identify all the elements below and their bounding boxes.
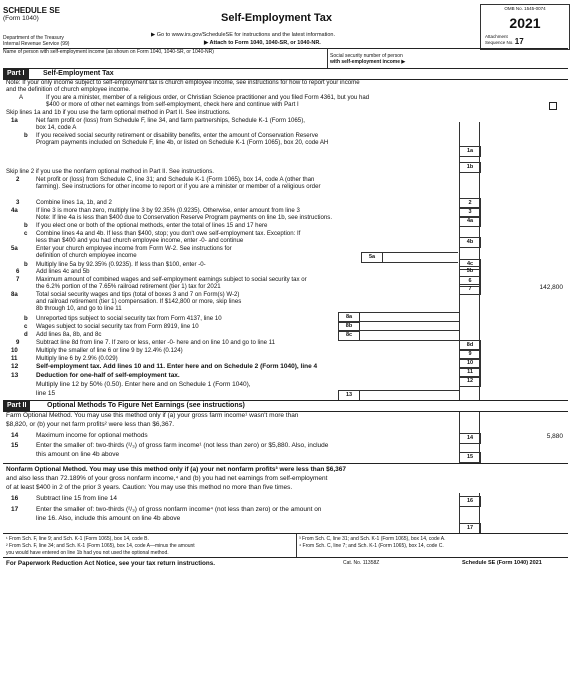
line-17: 17 (11, 506, 19, 513)
ssn-label-line1: Social security number of person (330, 53, 403, 59)
box-17: 17 (459, 523, 481, 534)
line-2: 2 (16, 176, 20, 183)
line-13-amount[interactable] (359, 390, 459, 400)
line-8d-text: Add lines 8a, 8b, and 8c (36, 331, 102, 338)
line-1a-text1: Net farm profit or (loss) from Schedule F, line 34, and farm partnerships, Schedule K-1 (Form 1065), (36, 117, 305, 124)
line-12: 12 (11, 363, 19, 370)
part2-header (3, 400, 568, 412)
box-1b: 1b (459, 162, 481, 173)
line-4c: c (24, 230, 28, 237)
box-15: 15 (459, 452, 481, 463)
box-4a: 4a (459, 216, 481, 227)
line-14-amount: 5,880 (546, 433, 563, 440)
box-5b: 5b (459, 266, 481, 277)
line-9: 9 (16, 339, 20, 346)
line-8c: c (24, 323, 28, 330)
part1-label: Part I (3, 69, 29, 79)
nonfarm-method-text1: Nonfarm Optional Method. You may use this method only if (a) your net nonfarm profits³ were less than $6,367 (6, 466, 346, 473)
line-2-text2: farming). See instructions for other income to report or if you are a minister or member of a religious order (36, 183, 321, 190)
farm-method-text2: $8,820, or (b) your net farm profits² were less than $6,367. (6, 421, 175, 428)
line-4b: b (24, 222, 28, 229)
skip-note1: Skip lines 1a and 1b if you use the farm optional method in Part II. See instructions. (6, 109, 231, 116)
divider (3, 533, 568, 534)
box-7: 7 (459, 284, 481, 295)
line-8a-text2: and railroad retirement (tier 1) compensation. If $142,800 or more, skip lines (36, 298, 242, 305)
divider (3, 463, 568, 464)
line-4a-text2: Note: If line 4a is less than $400 due to Conservation Reserve Program payments on line 1b, see instructions. (36, 214, 333, 221)
box-4b: 4b (459, 237, 481, 248)
cat-number: Cat. No. 11358Z (343, 560, 380, 566)
box-8c: 8c (338, 330, 360, 341)
line-15: 15 (11, 442, 19, 449)
line-6-text: Add lines 4c and 5b (36, 268, 90, 275)
ssn-label (330, 53, 405, 65)
line-8a: 8a (11, 291, 18, 298)
form-reference: Schedule SE (Form 1040) 2021 (462, 560, 542, 566)
box-8a: 8a (338, 312, 360, 323)
line-14-text: Maximum income for optional methods (36, 432, 148, 439)
line-15-text1: Enter the smaller of: two-thirds (²/₃) of gross farm income¹ (not less than zero) or $5,880. Also, include (36, 442, 329, 449)
name-input[interactable] (3, 55, 325, 67)
part2-label: Part II (3, 401, 30, 411)
box-12: 12 (459, 376, 481, 387)
line-17-text1: Enter the smaller of: two-thirds (²/₃) of gross nonfarm income⁴ (not less than zero) or the amount on (36, 506, 322, 513)
note-line1: Note: If your only income subject to self-employment tax is church employee income, see instructions for how to report your income (6, 79, 360, 86)
line-5a-text1: Enter your church employee income from Form W-2. See instructions for (36, 245, 232, 252)
divider (3, 557, 568, 558)
line-8c-amount[interactable] (359, 330, 459, 341)
line-16-text: Subtract line 15 from line 14 (36, 495, 117, 502)
line-8b: b (24, 315, 28, 322)
note-line2: and the definition of church employee income. (6, 86, 131, 93)
box-6: 6 (459, 276, 481, 287)
line-11-text: Multiply line 6 by 2.9% (0.029) (36, 355, 118, 362)
paperwork-notice: For Paperwork Reduction Act Notice, see your tax return instructions. (6, 560, 216, 567)
line-10-text: Multiply the smaller of line 6 or line 9 by 12.4% (0.124) (36, 347, 183, 354)
form-page (3, 0, 568, 698)
name-label: Name of person with self-employment income (as shown on Form 1040, 1040-SR, or 1040-NR) (3, 49, 214, 55)
box-1a: 1a (459, 146, 481, 157)
line-7: 7 (16, 276, 20, 283)
irs-label: Internal Revenue Service (99) (3, 41, 70, 48)
footnote-1: ¹ From Sch. F, line 9; and Sch. K-1 (Form 1065), box 14, code B. (6, 536, 149, 542)
footnote-2: ² From Sch. F, line 34; and Sch. K-1 (Form 1065), box 14, code A—minus the amount (6, 543, 195, 549)
box-9: 9 (459, 349, 481, 360)
box-14: 14 (459, 433, 481, 444)
line-9-text: Subtract line 8d from line 7. If zero or less, enter -0- here and on line 10 and go to line 11 (36, 339, 276, 346)
nonfarm-method-text3: of at least $400 in 2 of the prior 3 years. Caution: You may use this method no more than five times. (6, 484, 293, 491)
line-7-amount: 142,800 (539, 284, 563, 291)
part1-title: Self-Employment Tax (43, 70, 114, 77)
line-8d: d (24, 331, 28, 338)
box-3: 3 (459, 207, 481, 218)
form-identifier (3, 6, 118, 47)
attach-note: ▶ Attach to Form 1040, 1040-SR, or 1040-NR. (204, 40, 321, 46)
line-1b: b (24, 132, 28, 139)
box-8d: 8d (459, 340, 481, 351)
box-13: 13 (338, 390, 360, 401)
line-16: 16 (11, 495, 19, 502)
line-4c-text2: less than $400 and you had church employee income, enter -0- and continue (36, 237, 244, 244)
line-8a-text3: 8b through 10, and go to line 11 (36, 305, 122, 312)
line-14: 14 (11, 432, 19, 439)
part2-title: Optional Methods To Figure Net Earnings (see instructions) (47, 402, 245, 409)
footnote-3: ³ From Sch. C, line 31; and Sch. K-1 (Form 1065), box 14, code A. (299, 536, 446, 542)
department: Department of the Treasury (3, 35, 64, 42)
line-13: 13 (11, 372, 19, 379)
divider (296, 534, 297, 557)
line-5b-text: Multiply line 5a by 92.35% (0.9235). If less than $100, enter -0- (36, 261, 206, 268)
line-13-text1: Deduction for one-half of self-employment tax. (36, 372, 180, 379)
line-8a-text1: Total social security wages and tips (total of boxes 3 and 7 on Form(s) W-2) (36, 291, 240, 298)
divider (327, 48, 328, 68)
line-15-text2: this amount on line 4b above (36, 451, 120, 458)
line-2-text1: Net profit or (loss) from Schedule C, line 31; and Schedule K-1 (Form 1065), box 14, code A (other than (36, 176, 315, 183)
line-3: 3 (16, 199, 20, 206)
page-title: Self-Employment Tax (221, 12, 333, 24)
line-8b-text: Unreported tips subject to social security tax from Form 4137, line 10 (36, 315, 222, 322)
line-13-text3: line 15 (36, 390, 56, 397)
line-7-text1: Maximum amount of combined wages and self-employment earnings subject to social security tax or (36, 276, 307, 283)
attachment-label: Attachment (485, 34, 508, 39)
line-7-text2: the 6.2% portion of the 7.65% railroad retirement (tier 1) tax for 2021 (36, 283, 221, 290)
farm-method-line1: Farm Optional Method. You may use this method only if (a) your gross farm income¹ wasn't more than (6, 412, 299, 419)
line-13-text2: Multiply line 12 by 50% (0.50). Enter here and on Schedule 1 (Form 1040), (36, 381, 251, 388)
box-8b: 8b (338, 321, 360, 332)
box-16: 16 (459, 496, 481, 507)
line-a-label: A (19, 94, 24, 101)
farm-method-text1 (6, 412, 298, 420)
tax-year: 2021 (509, 15, 541, 31)
omb-box (480, 4, 570, 50)
skip-note2: Skip line 2 if you use the nonfarm optional method in Part II. See instructions. (6, 168, 214, 175)
line-1a: 1a (11, 117, 18, 124)
nonfarm-method-text2: and also less than 72.189% of your gross nonfarm income,⁴ and (b) you had net earnings from self-employment (6, 475, 328, 482)
line-12-text: Self-employment tax. Add lines 10 and 11. Enter here and on Schedule 2 (Form 1040), line 4 (36, 363, 318, 370)
box-10: 10 (459, 358, 481, 369)
line-4b-text: If you elect one or both of the optional methods, enter the total of lines 15 and 17 here (36, 222, 268, 229)
line-1b-amount[interactable] (480, 163, 567, 172)
ssn-input[interactable] (433, 53, 567, 67)
schedule-title: SCHEDULE SE (3, 6, 60, 15)
box-2: 2 (459, 198, 481, 209)
line-5a-text2: definition of church employee income (36, 252, 137, 259)
footnote-2b: you would have entered on line 1b had you not used the optional method. (6, 550, 169, 556)
line-a-text2: $400 or more of other net earnings from self-employment, check here and continue with Part I (46, 101, 299, 108)
box-5a: 5a (361, 252, 383, 263)
line-5b: b (24, 261, 28, 268)
line-1b-text1: If you received social security retirement or disability benefits, enter the amount of Conservation Reserve (36, 132, 319, 139)
line-5a: 5a (11, 245, 18, 252)
line-17-text2: line 16. Also, include this amount on line 4b above (36, 515, 181, 522)
line-1a-text2: box 14, code A (36, 124, 77, 131)
sequence-number: 17 (514, 37, 524, 46)
ssn-label-line2: with self-employment income ▶ (330, 59, 406, 65)
line-a-text1: If you are a minister, member of a religious order, or Christian Science practitioner and you filed Form 4361, but you had (46, 94, 370, 101)
line-3-text: Combine lines 1a, 1b, and 2 (36, 199, 112, 206)
form-number: (Form 1040) (3, 15, 39, 22)
line-10: 10 (11, 347, 18, 354)
line-8c-text: Wages subject to social security tax from Form 8919, line 10 (36, 323, 199, 330)
line-4c-text1: Combine lines 4a and 4b. If less than $400, stop; you don't owe self-employment tax. Exception: If (36, 230, 301, 237)
line-11: 11 (11, 355, 18, 362)
sequence-label (481, 34, 571, 45)
line-6: 6 (16, 268, 20, 275)
footnote-4: ⁴ From Sch. C, line 7; and Sch. K-1 (Form 1065), box 14, code C. (299, 543, 444, 549)
sequence-text: Sequence No. (485, 40, 514, 45)
instructions-link[interactable]: ▶ Go to www.irs.gov/ScheduleSE for instructions and the latest information. (151, 32, 335, 38)
line-4a: 4a (11, 207, 18, 214)
line-4a-text1: If line 3 is more than zero, multiply line 3 by 92.35% (0.9235). Otherwise, enter amount from line 3 (36, 207, 300, 214)
omb-number: OMB No. 1545-0074 (504, 6, 546, 11)
box-11: 11 (459, 367, 481, 378)
line-1b-text2: Program payments included on Schedule F, line 4b, or listed on Schedule K-1 (Form 1065), box 20, code AH (36, 139, 329, 146)
minister-checkbox[interactable] (549, 102, 557, 110)
line-5a-amount[interactable] (382, 252, 458, 263)
box-4c: 4c (459, 259, 481, 270)
